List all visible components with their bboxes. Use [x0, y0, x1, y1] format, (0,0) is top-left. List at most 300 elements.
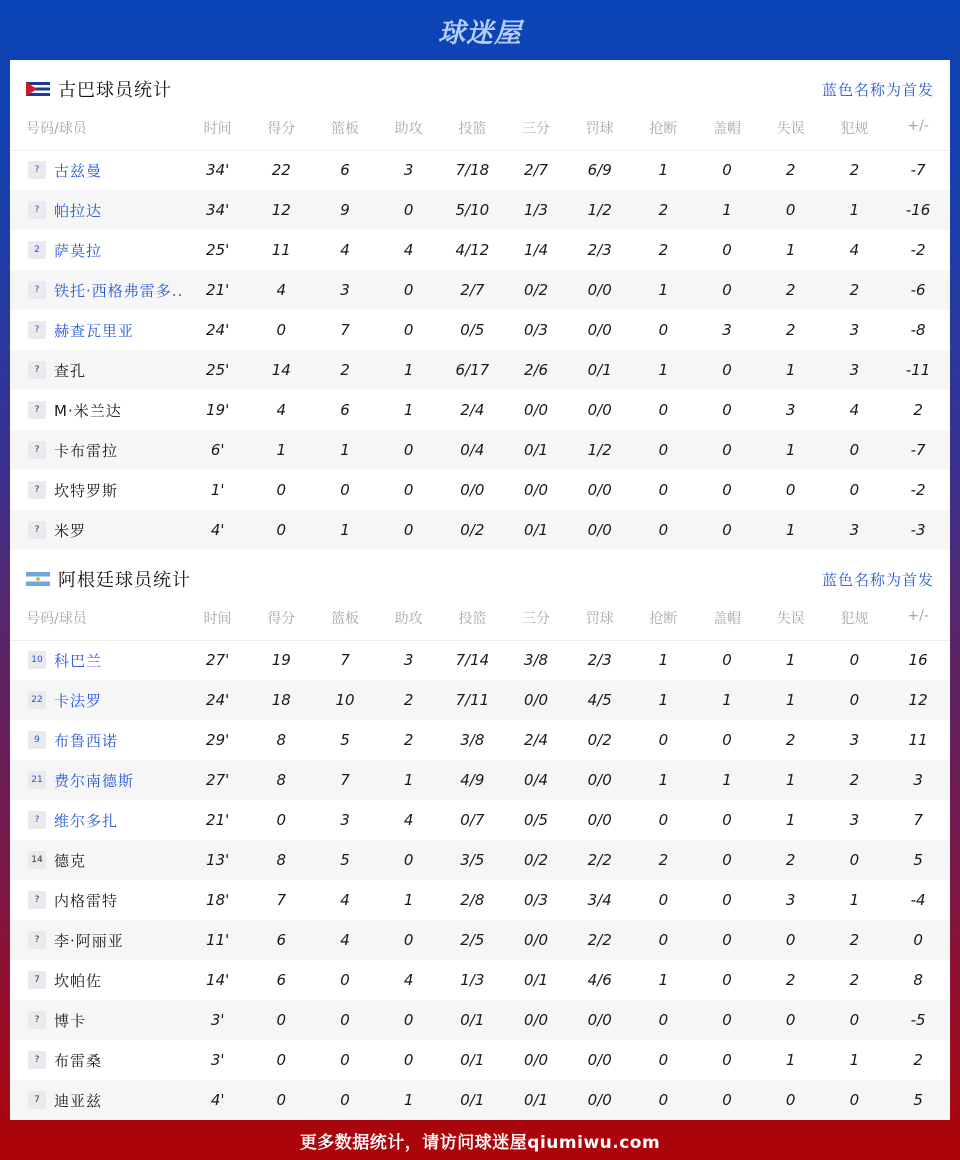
- stat-cell: 2: [632, 190, 696, 230]
- stat-cell: 0/5: [523, 811, 549, 829]
- stat-cell: 7: [313, 760, 377, 800]
- stat-cell: 1: [759, 430, 823, 470]
- stat-cell: 0: [313, 1080, 377, 1120]
- stat-cell: -6: [886, 270, 950, 310]
- starter-legend: 蓝色名称为首发: [821, 570, 934, 589]
- player-cell[interactable]: [10, 390, 186, 430]
- stat-cell: 2: [849, 161, 860, 180]
- stat-cell: 27': [186, 760, 250, 800]
- stat-cell: 0: [823, 1080, 887, 1120]
- stat-cell: 3/5: [441, 840, 505, 880]
- player-row[interactable]: [10, 190, 950, 230]
- column-header: 助攻: [377, 118, 441, 150]
- stat-cell: 2/2: [568, 840, 632, 880]
- stat-cell: 0: [759, 190, 823, 230]
- stat-cell: -16: [886, 190, 950, 230]
- stat-cell: 1: [785, 651, 796, 670]
- stat-cell: 1: [695, 760, 759, 800]
- jersey-icon: 21: [28, 771, 46, 789]
- stat-cell: 3: [403, 161, 414, 180]
- stat-cell: 0/0: [523, 481, 549, 499]
- player-name[interactable]: 德克: [54, 851, 87, 870]
- stat-cell: 2: [849, 971, 860, 989]
- jersey-icon: ?: [28, 281, 46, 299]
- stat-cell: 0/4: [441, 430, 505, 470]
- jersey-icon: ?: [28, 521, 46, 539]
- stat-cell: 1: [632, 270, 696, 310]
- stat-cell: 4: [340, 241, 350, 259]
- player-row[interactable]: [10, 310, 950, 350]
- stat-cell: 4: [276, 401, 287, 419]
- player-cell[interactable]: [10, 800, 186, 840]
- stat-cell: 0/3: [523, 891, 549, 909]
- stat-cell: 25': [186, 350, 250, 390]
- stat-cell: 8: [249, 840, 313, 880]
- player-row[interactable]: [10, 510, 950, 550]
- stat-cell: 1: [377, 350, 441, 390]
- footer-banner: [0, 1120, 960, 1160]
- starter-legend: 蓝色名称为首发: [821, 80, 934, 99]
- stat-cell: 0/0: [568, 1080, 632, 1120]
- stat-cell: 0: [632, 1000, 696, 1040]
- stat-cell: 10: [313, 680, 377, 720]
- player-name[interactable]: 卡布雷拉: [54, 441, 119, 460]
- player-name[interactable]: 铁托·西格弗雷多..: [54, 281, 184, 300]
- stat-cell: -8: [910, 321, 926, 339]
- player-row[interactable]: [10, 640, 950, 680]
- player-cell[interactable]: [10, 510, 186, 550]
- jersey-icon: ?: [28, 201, 46, 219]
- team-section-header: [10, 60, 950, 118]
- stat-cell: 0/1: [523, 971, 549, 989]
- jersey-icon: ?: [28, 481, 46, 499]
- stat-cell: 2/6: [504, 350, 568, 390]
- stat-cell: 0: [695, 510, 759, 550]
- player-cell[interactable]: [10, 150, 186, 190]
- jersey-icon: ?: [28, 931, 46, 949]
- jersey-icon: ?: [28, 401, 46, 419]
- stat-cell: 9: [313, 190, 377, 230]
- stat-cell: 4: [849, 241, 860, 259]
- stat-cell: 3': [186, 1000, 250, 1040]
- player-cell[interactable]: [10, 920, 186, 960]
- stat-cell: 0: [823, 1000, 887, 1040]
- stat-cell: 0/0: [504, 920, 568, 960]
- column-header: 时间: [186, 608, 250, 640]
- jersey-icon: ?: [28, 321, 46, 339]
- player-row[interactable]: [10, 350, 950, 390]
- stat-cell: 4: [340, 891, 350, 909]
- stat-cell: 0/0: [587, 401, 612, 419]
- stat-cell: 0: [886, 920, 950, 960]
- player-cell[interactable]: [10, 470, 186, 510]
- stat-cell: 0/0: [587, 1051, 612, 1069]
- player-name[interactable]: 坎特罗斯: [54, 481, 119, 500]
- stat-cell: 0: [695, 430, 759, 470]
- player-name[interactable]: 内格雷特: [54, 891, 119, 910]
- stat-cell: 3: [849, 731, 860, 749]
- stat-cell: 1: [632, 680, 696, 720]
- stat-cell: 1: [313, 510, 377, 550]
- stat-cell: 1: [632, 760, 696, 800]
- stat-cell: 0/2: [504, 270, 568, 310]
- stat-cell: 0/2: [504, 840, 568, 880]
- stat-cell: 0: [632, 920, 696, 960]
- player-cell[interactable]: [10, 350, 186, 390]
- player-name[interactable]: 科巴兰: [54, 651, 103, 670]
- jersey-icon: ?: [28, 1011, 46, 1029]
- top-banner: [0, 0, 960, 60]
- stat-cell: 0/1: [504, 1080, 568, 1120]
- jersey-icon: ?: [28, 811, 46, 829]
- stat-cell: 0/1: [460, 1051, 485, 1069]
- player-name[interactable]: 卡法罗: [54, 691, 103, 710]
- stat-cell: 22: [271, 161, 291, 180]
- stat-cell: 18': [206, 891, 230, 909]
- stat-cell: 1/3: [504, 190, 568, 230]
- jersey-icon: 10: [28, 651, 46, 669]
- table-header-row: [10, 608, 950, 640]
- stat-cell: 2/4: [523, 731, 549, 749]
- stat-cell: 6': [186, 430, 250, 470]
- stat-cell: 3: [403, 651, 414, 670]
- player-name[interactable]: 博卡: [54, 1011, 87, 1030]
- stat-cell: 2/7: [441, 270, 505, 310]
- stat-cell: 3: [785, 401, 796, 419]
- stat-cell: 11': [186, 920, 250, 960]
- player-row[interactable]: [10, 920, 950, 960]
- stat-cell: 0: [249, 1000, 313, 1040]
- stat-cell: 0: [695, 840, 759, 880]
- stat-cell: 3: [849, 811, 860, 829]
- footer-text: 更多数据统计，请访问球迷屋qiumiwu.com: [299, 1132, 661, 1153]
- stat-cell: 2: [759, 840, 823, 880]
- stat-cell: 3': [210, 1051, 225, 1069]
- stat-cell: 1: [785, 811, 796, 829]
- player-name[interactable]: 米罗: [54, 521, 87, 540]
- stat-cell: 0/1: [504, 430, 568, 470]
- stat-cell: 0: [249, 1080, 313, 1120]
- stat-cell: 0: [340, 481, 350, 499]
- stat-cell: 1: [849, 1051, 860, 1069]
- stat-cell: 2: [658, 241, 669, 259]
- stat-cell: 1: [403, 891, 414, 909]
- stat-cell: 19': [206, 401, 230, 419]
- stat-cell: -11: [886, 350, 950, 390]
- jersey-icon: 14: [28, 851, 46, 869]
- stat-cell: 34': [206, 161, 230, 180]
- stat-cell: 14: [249, 350, 313, 390]
- stat-cell: 0: [658, 891, 669, 909]
- player-row[interactable]: [10, 390, 950, 430]
- stat-cell: 1: [785, 1051, 796, 1069]
- stat-cell: 3: [886, 760, 950, 800]
- stat-cell: 3: [823, 350, 887, 390]
- player-name[interactable]: 赫查瓦里亚: [54, 321, 135, 340]
- stat-cell: 12: [886, 680, 950, 720]
- player-row[interactable]: [10, 840, 950, 880]
- player-cell[interactable]: [10, 720, 186, 760]
- player-name[interactable]: 维尔多扎: [54, 811, 119, 830]
- stat-cell: 7/18: [455, 161, 490, 180]
- stat-cell: 1: [658, 651, 669, 670]
- team-section: [10, 60, 950, 550]
- player-name[interactable]: 古兹曼: [54, 161, 103, 180]
- stat-cell: 24': [186, 680, 250, 720]
- player-row[interactable]: [10, 150, 950, 190]
- stat-cell: -7: [910, 161, 926, 180]
- stat-cell: 0: [722, 891, 732, 909]
- stat-cell: 3/4: [587, 891, 612, 909]
- player-row[interactable]: [10, 1080, 950, 1120]
- stat-cell: 2: [785, 971, 796, 989]
- argentina-flag-icon: [26, 572, 50, 586]
- stat-cell: 4': [186, 510, 250, 550]
- player-cell[interactable]: [10, 230, 186, 270]
- stat-cell: 0: [377, 430, 441, 470]
- team-section-header: [10, 550, 950, 608]
- stat-cell: 1/3: [460, 971, 485, 989]
- stat-cell: 0: [722, 241, 732, 259]
- table-header-row: [10, 118, 950, 150]
- stat-cell: 2: [785, 321, 796, 339]
- column-header: 号码/球员: [10, 118, 186, 150]
- stat-cell: 0/2: [441, 510, 505, 550]
- player-name[interactable]: M·米兰达: [54, 401, 122, 420]
- stat-cell: 1: [695, 190, 759, 230]
- stat-cell: 0: [785, 481, 796, 499]
- stat-cell: 0: [403, 321, 414, 339]
- player-name[interactable]: 萨莫拉: [54, 241, 103, 260]
- stat-cell: 0: [759, 920, 823, 960]
- stat-cell: -4: [910, 891, 926, 909]
- stat-cell: 0: [377, 190, 441, 230]
- stat-cell: 0/0: [568, 1000, 632, 1040]
- stat-cell: 2: [313, 350, 377, 390]
- player-row[interactable]: [10, 470, 950, 510]
- player-row[interactable]: [10, 760, 950, 800]
- stat-cell: 0: [377, 920, 441, 960]
- stat-cell: 4/5: [568, 680, 632, 720]
- stat-cell: 0: [276, 321, 287, 339]
- stat-cell: 0: [658, 401, 669, 419]
- player-row[interactable]: [10, 430, 950, 470]
- stat-cell: 6: [340, 401, 350, 419]
- stat-cell: 4/9: [441, 760, 505, 800]
- player-cell[interactable]: [10, 430, 186, 470]
- stat-cell: 1: [849, 891, 860, 909]
- jersey-icon: 7: [28, 1091, 46, 1109]
- column-header: 得分: [249, 608, 313, 640]
- jersey-icon: ?: [28, 361, 46, 379]
- stat-cell: 0: [759, 1080, 823, 1120]
- stat-cell: 34': [186, 190, 250, 230]
- stat-cell: 0/1: [441, 1080, 505, 1120]
- jersey-icon: 9: [28, 731, 46, 749]
- stat-cell: 0: [403, 481, 414, 499]
- stat-cell: 1: [823, 190, 887, 230]
- player-name[interactable]: 查孔: [54, 361, 87, 380]
- stat-cell: 0/0: [587, 481, 612, 499]
- player-row[interactable]: [10, 880, 950, 920]
- stat-cell: 0: [276, 811, 287, 829]
- player-name[interactable]: 坎帕佐: [54, 971, 103, 990]
- stat-cell: 1': [210, 481, 225, 499]
- player-row[interactable]: [10, 270, 950, 310]
- stat-cell: 0: [313, 1000, 377, 1040]
- stat-cell: 19: [271, 651, 291, 670]
- team-section: [10, 550, 950, 1120]
- stat-cell: 0: [377, 1000, 441, 1040]
- stat-cell: 0: [632, 1080, 696, 1120]
- player-cell[interactable]: [10, 960, 186, 1000]
- stat-cell: 6: [249, 920, 313, 960]
- stat-cell: 0: [658, 1051, 669, 1069]
- stat-cell: 1: [658, 161, 669, 180]
- stat-cell: 12: [249, 190, 313, 230]
- stat-cell: 0/0: [587, 811, 612, 829]
- stat-cell: 1: [759, 350, 823, 390]
- stat-cell: 0: [695, 1000, 759, 1040]
- stat-cell: 0: [249, 510, 313, 550]
- stat-cell: 0/2: [587, 731, 612, 749]
- stat-cell: 4: [249, 270, 313, 310]
- jersey-icon: ?: [28, 441, 46, 459]
- player-cell[interactable]: [10, 1000, 186, 1040]
- stat-cell: 0: [722, 1051, 732, 1069]
- brand-logo: 球迷屋: [438, 17, 522, 49]
- column-header: 犯规: [823, 608, 887, 640]
- stat-cell: 0/0: [504, 680, 568, 720]
- player-row[interactable]: [10, 800, 950, 840]
- stat-cell: 1: [759, 680, 823, 720]
- stat-cell: 8: [276, 731, 287, 749]
- stat-cell: 2: [632, 840, 696, 880]
- stat-cell: 0: [722, 481, 732, 499]
- column-header: 盖帽: [695, 118, 759, 150]
- player-row[interactable]: [10, 680, 950, 720]
- cuba-flag-icon: [26, 82, 50, 96]
- stat-cell: 2: [785, 161, 796, 180]
- stat-cell: 18: [249, 680, 313, 720]
- stat-cell: 0/0: [523, 401, 549, 419]
- stat-cell: 3/8: [523, 651, 549, 670]
- column-header: 篮板: [313, 608, 377, 640]
- stats-card: [10, 60, 950, 1120]
- stat-cell: 4: [313, 920, 377, 960]
- stat-cell: 25': [206, 241, 230, 259]
- column-header: 失误: [759, 608, 823, 640]
- stat-cell: 2: [785, 731, 796, 749]
- team-title-group: [26, 566, 191, 592]
- stat-cell: 1: [632, 350, 696, 390]
- stat-cell: 0: [695, 270, 759, 310]
- stat-cell: 6/17: [441, 350, 505, 390]
- stat-cell: 0: [658, 811, 669, 829]
- stat-cell: 0: [632, 430, 696, 470]
- stat-cell: 0/0: [568, 270, 632, 310]
- player-name[interactable]: 布雷桑: [54, 1051, 103, 1070]
- stat-cell: 0: [823, 680, 887, 720]
- stat-cell: 1/4: [523, 241, 549, 259]
- stat-cell: 0/0: [568, 760, 632, 800]
- stat-cell: 27': [206, 651, 230, 670]
- player-cell[interactable]: [10, 1040, 186, 1080]
- player-row[interactable]: [10, 720, 950, 760]
- stat-cell: 5: [340, 731, 350, 749]
- stat-cell: 4/6: [587, 971, 612, 989]
- player-cell[interactable]: [10, 640, 186, 680]
- stat-cell: 0/0: [587, 321, 612, 339]
- stat-cell: 16: [908, 651, 928, 670]
- player-row[interactable]: [10, 230, 950, 270]
- stat-cell: 2: [823, 920, 887, 960]
- stat-cell: 0: [658, 481, 669, 499]
- stat-cell: 2/2: [568, 920, 632, 960]
- column-header: 抢断: [632, 608, 696, 640]
- stat-cell: 0/0: [523, 1051, 549, 1069]
- player-cell[interactable]: [10, 760, 186, 800]
- column-header: 投篮: [441, 608, 505, 640]
- stat-cell: 0: [340, 971, 350, 989]
- stat-cell: 0: [722, 401, 732, 419]
- stat-cell: 0/4: [504, 760, 568, 800]
- stat-cell: 4/12: [455, 241, 490, 259]
- stat-cell: 5: [886, 840, 950, 880]
- player-cell[interactable]: [10, 270, 186, 310]
- stat-cell: 8: [249, 760, 313, 800]
- stat-cell: 7/14: [455, 651, 490, 670]
- stat-cell: 11: [271, 241, 291, 259]
- stat-cell: 1/2: [568, 430, 632, 470]
- stat-cell: 1: [759, 510, 823, 550]
- column-header: 助攻: [377, 608, 441, 640]
- jersey-icon: ?: [28, 1051, 46, 1069]
- column-header: 时间: [186, 118, 250, 150]
- player-cell[interactable]: [10, 190, 186, 230]
- column-header: 得分: [249, 118, 313, 150]
- player-name[interactable]: 布鲁西诺: [54, 731, 119, 750]
- column-header: 号码/球员: [10, 608, 186, 640]
- stat-cell: 1: [759, 760, 823, 800]
- stat-cell: 3/8: [460, 731, 485, 749]
- stat-cell: 0: [695, 350, 759, 390]
- stat-cell: 0: [759, 1000, 823, 1040]
- stat-cell: -2: [910, 241, 926, 259]
- player-name[interactable]: 李·阿丽亚: [54, 931, 124, 950]
- stat-cell: 2/8: [460, 891, 485, 909]
- player-row[interactable]: [10, 1040, 950, 1080]
- column-header: 三分: [504, 608, 568, 640]
- player-cell[interactable]: [10, 310, 186, 350]
- player-stats-table: [10, 608, 950, 1120]
- player-cell[interactable]: [10, 880, 186, 920]
- stat-cell: 0: [695, 1080, 759, 1120]
- player-name[interactable]: 迪亚兹: [54, 1091, 103, 1110]
- player-cell[interactable]: [10, 1080, 186, 1120]
- stat-cell: 0: [849, 481, 860, 499]
- stat-cell: 2/3: [587, 241, 612, 259]
- stat-cell: 4': [186, 1080, 250, 1120]
- player-cell[interactable]: [10, 840, 186, 880]
- player-name[interactable]: 帕拉达: [54, 201, 103, 220]
- player-cell[interactable]: [10, 680, 186, 720]
- stat-cell: 0: [658, 321, 669, 339]
- player-row[interactable]: [10, 1000, 950, 1040]
- stat-cell: 0: [632, 510, 696, 550]
- player-name[interactable]: 费尔南德斯: [54, 771, 135, 790]
- player-row[interactable]: [10, 960, 950, 1000]
